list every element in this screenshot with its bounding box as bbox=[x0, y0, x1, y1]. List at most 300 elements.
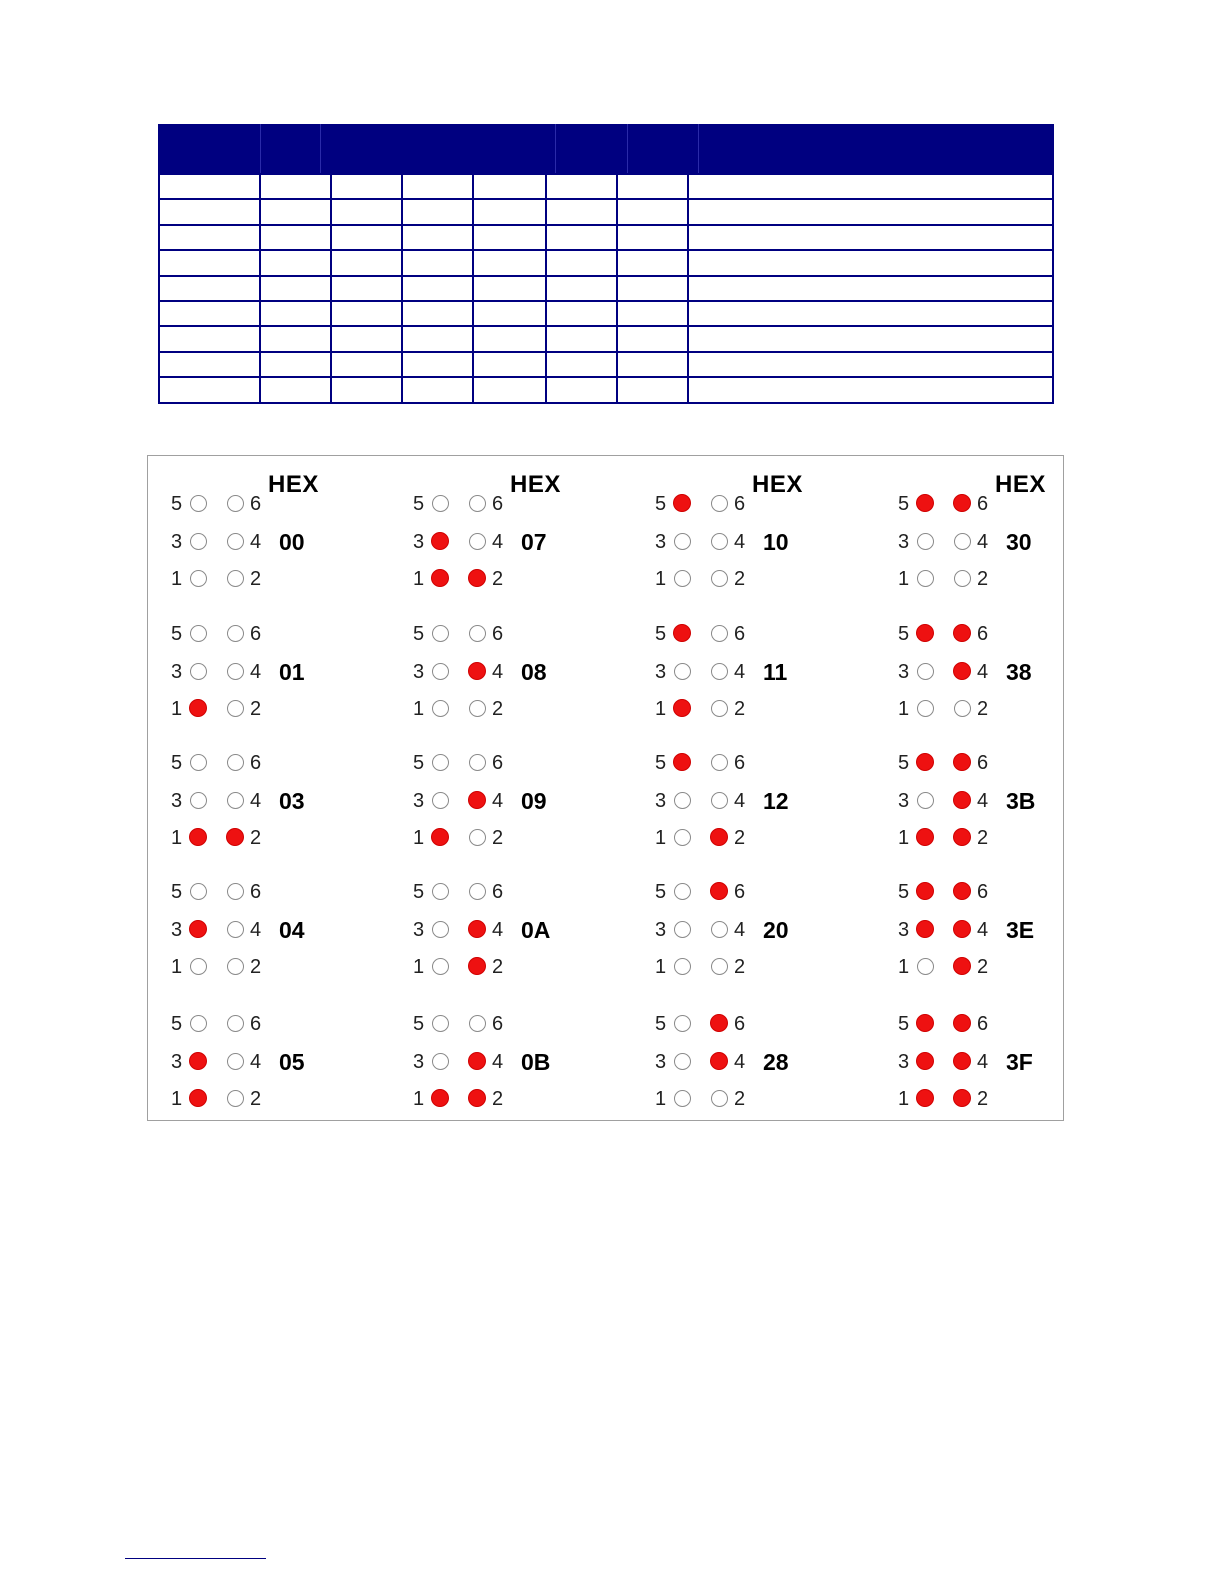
table-cell bbox=[618, 277, 687, 301]
dot-number-label: 1 bbox=[413, 568, 425, 590]
table-cell bbox=[261, 277, 330, 301]
hex-value: 07 bbox=[521, 529, 547, 555]
raised-dot-icon bbox=[710, 1052, 728, 1070]
empty-dot-icon bbox=[674, 883, 691, 900]
dot-number-label: 3 bbox=[898, 919, 910, 941]
empty-dot-icon bbox=[711, 921, 728, 938]
table-cell bbox=[403, 277, 472, 301]
dot-number-label: 6 bbox=[250, 623, 262, 645]
dot-number-label: 5 bbox=[898, 1013, 910, 1035]
table-cell bbox=[474, 378, 545, 402]
table-cell bbox=[261, 327, 330, 351]
empty-dot-icon bbox=[674, 533, 691, 550]
dot-number-label: 4 bbox=[734, 919, 746, 941]
dot-number-label: 6 bbox=[734, 1013, 746, 1035]
dot-number-label: 5 bbox=[655, 881, 667, 903]
empty-dot-icon bbox=[711, 958, 728, 975]
dot-number-label: 2 bbox=[734, 568, 746, 590]
table-cell bbox=[403, 378, 472, 402]
empty-dot-icon bbox=[954, 570, 971, 587]
empty-dot-icon bbox=[469, 1015, 486, 1032]
footnote-separator bbox=[125, 1558, 266, 1559]
table-cell bbox=[618, 378, 687, 402]
raised-dot-icon bbox=[953, 920, 971, 938]
dot-number-label: 3 bbox=[413, 919, 425, 941]
hex-value: 0A bbox=[521, 917, 551, 943]
raised-dot-icon bbox=[189, 1052, 207, 1070]
dot-number-label: 4 bbox=[492, 661, 504, 683]
raised-dot-icon bbox=[468, 662, 486, 680]
raised-dot-icon bbox=[189, 699, 207, 717]
raised-dot-icon bbox=[953, 882, 971, 900]
empty-dot-icon bbox=[432, 700, 449, 717]
table-cell bbox=[332, 175, 401, 199]
hex-value: 3B bbox=[1006, 788, 1036, 814]
dot-number-label: 3 bbox=[655, 790, 667, 812]
raised-dot-icon bbox=[953, 1089, 971, 1107]
dot-number-label: 2 bbox=[492, 1088, 504, 1110]
raised-dot-icon bbox=[916, 920, 934, 938]
table-cell bbox=[403, 200, 472, 224]
table-cell bbox=[547, 200, 616, 224]
empty-dot-icon bbox=[917, 663, 934, 680]
dot-number-label: 5 bbox=[171, 881, 183, 903]
dot-number-label: 6 bbox=[977, 623, 989, 645]
empty-dot-icon bbox=[674, 958, 691, 975]
dot-number-label: 5 bbox=[898, 881, 910, 903]
hex-value: 38 bbox=[1006, 659, 1032, 685]
dot-number-label: 6 bbox=[250, 752, 262, 774]
dot-number-label: 2 bbox=[250, 827, 262, 849]
table-cell bbox=[261, 175, 330, 199]
raised-dot-icon bbox=[189, 920, 207, 938]
empty-dot-icon bbox=[432, 1053, 449, 1070]
hex-value: 05 bbox=[279, 1049, 305, 1075]
raised-dot-icon bbox=[673, 624, 691, 642]
empty-dot-icon bbox=[674, 829, 691, 846]
dot-number-label: 2 bbox=[492, 956, 504, 978]
table-cell bbox=[618, 226, 687, 250]
column-rule bbox=[1052, 173, 1054, 402]
dot-number-label: 4 bbox=[250, 790, 262, 812]
dot-number-label: 1 bbox=[171, 568, 183, 590]
table-cell bbox=[689, 353, 1052, 377]
dot-number-label: 6 bbox=[977, 493, 989, 515]
dot-number-label: 1 bbox=[413, 1088, 425, 1110]
dot-number-label: 3 bbox=[413, 531, 425, 553]
dot-number-label: 3 bbox=[171, 531, 183, 553]
dot-number-label: 3 bbox=[171, 661, 183, 683]
dot-number-label: 1 bbox=[413, 956, 425, 978]
empty-dot-icon bbox=[432, 754, 449, 771]
dot-number-label: 1 bbox=[898, 956, 910, 978]
empty-dot-icon bbox=[227, 700, 244, 717]
table-cell bbox=[474, 353, 545, 377]
dot-number-label: 1 bbox=[655, 956, 667, 978]
dot-number-label: 5 bbox=[655, 623, 667, 645]
empty-dot-icon bbox=[432, 792, 449, 809]
raised-dot-icon bbox=[953, 957, 971, 975]
dot-number-label: 4 bbox=[734, 790, 746, 812]
table-body bbox=[158, 173, 1054, 402]
empty-dot-icon bbox=[227, 1090, 244, 1107]
empty-dot-icon bbox=[227, 495, 244, 512]
empty-dot-icon bbox=[227, 958, 244, 975]
table-cell bbox=[160, 175, 259, 199]
table-cell bbox=[261, 378, 330, 402]
dot-number-label: 3 bbox=[171, 790, 183, 812]
dot-number-label: 6 bbox=[250, 881, 262, 903]
empty-dot-icon bbox=[711, 1090, 728, 1107]
raised-dot-icon bbox=[468, 920, 486, 938]
dot-number-label: 2 bbox=[734, 827, 746, 849]
empty-dot-icon bbox=[432, 495, 449, 512]
table-cell bbox=[403, 327, 472, 351]
dot-number-label: 5 bbox=[655, 1013, 667, 1035]
dot-number-label: 5 bbox=[171, 1013, 183, 1035]
dot-number-label: 2 bbox=[734, 1088, 746, 1110]
raised-dot-icon bbox=[468, 957, 486, 975]
hex-value: 3F bbox=[1006, 1049, 1033, 1075]
dot-number-label: 1 bbox=[898, 827, 910, 849]
raised-dot-icon bbox=[431, 569, 449, 587]
dot-number-label: 5 bbox=[413, 1013, 425, 1035]
dot-number-label: 4 bbox=[492, 919, 504, 941]
hex-value: 09 bbox=[521, 788, 547, 814]
empty-dot-icon bbox=[711, 495, 728, 512]
table-cell bbox=[332, 200, 401, 224]
empty-dot-icon bbox=[227, 533, 244, 550]
table-cell bbox=[689, 302, 1052, 326]
empty-dot-icon bbox=[227, 625, 244, 642]
dot-number-label: 1 bbox=[655, 568, 667, 590]
raised-dot-icon bbox=[710, 1014, 728, 1032]
dot-number-label: 4 bbox=[250, 1051, 262, 1073]
table-cell bbox=[160, 327, 259, 351]
empty-dot-icon bbox=[227, 1015, 244, 1032]
empty-dot-icon bbox=[674, 1053, 691, 1070]
table-cell bbox=[689, 200, 1052, 224]
dot-number-label: 1 bbox=[898, 568, 910, 590]
empty-dot-icon bbox=[674, 792, 691, 809]
hex-value: 03 bbox=[279, 788, 305, 814]
empty-dot-icon bbox=[227, 792, 244, 809]
dot-number-label: 2 bbox=[492, 698, 504, 720]
empty-dot-icon bbox=[432, 958, 449, 975]
dot-number-label: 2 bbox=[250, 568, 262, 590]
raised-dot-icon bbox=[953, 624, 971, 642]
empty-dot-icon bbox=[469, 829, 486, 846]
empty-dot-icon bbox=[917, 533, 934, 550]
empty-dot-icon bbox=[190, 754, 207, 771]
table-cell bbox=[547, 175, 616, 199]
empty-dot-icon bbox=[190, 495, 207, 512]
empty-dot-icon bbox=[432, 921, 449, 938]
raised-dot-icon bbox=[916, 828, 934, 846]
dot-number-label: 5 bbox=[655, 752, 667, 774]
empty-dot-icon bbox=[954, 700, 971, 717]
dot-number-label: 4 bbox=[492, 1051, 504, 1073]
data-table bbox=[158, 124, 1054, 402]
dot-number-label: 6 bbox=[734, 493, 746, 515]
dot-number-label: 4 bbox=[977, 919, 989, 941]
dot-number-label: 3 bbox=[898, 661, 910, 683]
dot-number-label: 2 bbox=[250, 956, 262, 978]
dot-number-label: 1 bbox=[413, 827, 425, 849]
table-cell bbox=[332, 353, 401, 377]
table-cell bbox=[547, 378, 616, 402]
empty-dot-icon bbox=[711, 625, 728, 642]
empty-dot-icon bbox=[227, 1053, 244, 1070]
raised-dot-icon bbox=[673, 494, 691, 512]
raised-dot-icon bbox=[953, 1052, 971, 1070]
empty-dot-icon bbox=[469, 700, 486, 717]
table-cell bbox=[618, 353, 687, 377]
table-cell bbox=[160, 251, 259, 275]
empty-dot-icon bbox=[190, 958, 207, 975]
hex-heading: HEX bbox=[752, 471, 803, 498]
table-cell bbox=[547, 353, 616, 377]
raised-dot-icon bbox=[189, 1089, 207, 1107]
dot-number-label: 1 bbox=[898, 1088, 910, 1110]
table-cell bbox=[547, 226, 616, 250]
table-cell bbox=[474, 251, 545, 275]
dot-number-label: 4 bbox=[734, 531, 746, 553]
dot-number-label: 2 bbox=[734, 698, 746, 720]
dot-number-label: 3 bbox=[655, 919, 667, 941]
empty-dot-icon bbox=[674, 570, 691, 587]
empty-dot-icon bbox=[674, 1015, 691, 1032]
dot-number-label: 4 bbox=[250, 531, 262, 553]
table-cell bbox=[403, 302, 472, 326]
hex-value: 00 bbox=[279, 529, 305, 555]
raised-dot-icon bbox=[953, 753, 971, 771]
hex-heading: HEX bbox=[995, 471, 1046, 498]
dot-number-label: 1 bbox=[413, 698, 425, 720]
table-cell bbox=[160, 378, 259, 402]
dot-number-label: 5 bbox=[413, 493, 425, 515]
hex-value: 3E bbox=[1006, 917, 1035, 943]
table-cell bbox=[332, 327, 401, 351]
table-cell bbox=[474, 277, 545, 301]
raised-dot-icon bbox=[189, 828, 207, 846]
dot-number-label: 2 bbox=[734, 956, 746, 978]
table-cell bbox=[689, 378, 1052, 402]
table-cell bbox=[332, 277, 401, 301]
empty-dot-icon bbox=[469, 625, 486, 642]
empty-dot-icon bbox=[227, 570, 244, 587]
braille-hex-panel bbox=[147, 455, 1064, 1121]
hex-value: 11 bbox=[763, 659, 788, 685]
table-cell bbox=[403, 353, 472, 377]
empty-dot-icon bbox=[432, 1015, 449, 1032]
dot-number-label: 3 bbox=[171, 919, 183, 941]
empty-dot-icon bbox=[711, 533, 728, 550]
empty-dot-icon bbox=[190, 792, 207, 809]
table-cell bbox=[689, 175, 1052, 199]
empty-dot-icon bbox=[227, 754, 244, 771]
dot-number-label: 6 bbox=[250, 1013, 262, 1035]
dot-number-label: 3 bbox=[655, 531, 667, 553]
hex-value: 01 bbox=[279, 659, 305, 685]
header-separator bbox=[260, 124, 261, 173]
dot-number-label: 2 bbox=[250, 698, 262, 720]
row-rule bbox=[158, 402, 1054, 404]
dot-number-label: 6 bbox=[977, 881, 989, 903]
dot-number-label: 6 bbox=[734, 623, 746, 645]
table-cell bbox=[618, 251, 687, 275]
empty-dot-icon bbox=[190, 883, 207, 900]
dot-number-label: 2 bbox=[492, 568, 504, 590]
dot-number-label: 5 bbox=[413, 881, 425, 903]
empty-dot-icon bbox=[469, 883, 486, 900]
table-cell bbox=[332, 302, 401, 326]
table-cell bbox=[689, 327, 1052, 351]
table-cell bbox=[547, 327, 616, 351]
dot-number-label: 2 bbox=[977, 956, 989, 978]
header-separator bbox=[320, 124, 321, 173]
empty-dot-icon bbox=[674, 663, 691, 680]
table-cell bbox=[547, 251, 616, 275]
empty-dot-icon bbox=[711, 570, 728, 587]
empty-dot-icon bbox=[432, 663, 449, 680]
empty-dot-icon bbox=[917, 570, 934, 587]
dot-number-label: 6 bbox=[492, 881, 504, 903]
dot-number-label: 5 bbox=[171, 623, 183, 645]
raised-dot-icon bbox=[431, 1089, 449, 1107]
raised-dot-icon bbox=[916, 1089, 934, 1107]
hex-value: 30 bbox=[1006, 529, 1032, 555]
dot-number-label: 5 bbox=[655, 493, 667, 515]
dot-number-label: 2 bbox=[977, 1088, 989, 1110]
hex-value: 08 bbox=[521, 659, 547, 685]
empty-dot-icon bbox=[469, 533, 486, 550]
table-cell bbox=[547, 302, 616, 326]
dot-number-label: 3 bbox=[655, 1051, 667, 1073]
dot-number-label: 1 bbox=[171, 1088, 183, 1110]
dot-number-label: 6 bbox=[250, 493, 262, 515]
empty-dot-icon bbox=[227, 921, 244, 938]
table-cell bbox=[474, 200, 545, 224]
hex-value: 10 bbox=[763, 529, 789, 555]
table-cell bbox=[403, 175, 472, 199]
header-separator bbox=[627, 124, 628, 173]
empty-dot-icon bbox=[711, 792, 728, 809]
raised-dot-icon bbox=[916, 624, 934, 642]
empty-dot-icon bbox=[227, 883, 244, 900]
table-cell bbox=[332, 251, 401, 275]
table-cell bbox=[160, 302, 259, 326]
dot-number-label: 3 bbox=[655, 661, 667, 683]
hex-value: 0B bbox=[521, 1049, 551, 1075]
empty-dot-icon bbox=[432, 625, 449, 642]
table-cell bbox=[474, 327, 545, 351]
dot-number-label: 4 bbox=[734, 661, 746, 683]
hex-heading: HEX bbox=[268, 471, 319, 498]
dot-number-label: 5 bbox=[898, 493, 910, 515]
raised-dot-icon bbox=[916, 753, 934, 771]
dot-number-label: 5 bbox=[171, 752, 183, 774]
dot-number-label: 1 bbox=[655, 827, 667, 849]
raised-dot-icon bbox=[953, 662, 971, 680]
dot-number-label: 1 bbox=[171, 956, 183, 978]
raised-dot-icon bbox=[916, 1014, 934, 1032]
dot-number-label: 4 bbox=[492, 531, 504, 553]
dot-number-label: 3 bbox=[898, 1051, 910, 1073]
table-cell bbox=[689, 251, 1052, 275]
table-cell bbox=[261, 302, 330, 326]
dot-number-label: 5 bbox=[413, 752, 425, 774]
table-cell bbox=[261, 251, 330, 275]
empty-dot-icon bbox=[711, 754, 728, 771]
table-cell bbox=[261, 200, 330, 224]
empty-dot-icon bbox=[917, 792, 934, 809]
dot-number-label: 3 bbox=[413, 790, 425, 812]
empty-dot-icon bbox=[469, 495, 486, 512]
raised-dot-icon bbox=[953, 791, 971, 809]
table-cell bbox=[474, 226, 545, 250]
table-cell bbox=[261, 226, 330, 250]
dot-number-label: 6 bbox=[734, 752, 746, 774]
header-separator bbox=[698, 124, 699, 173]
empty-dot-icon bbox=[190, 625, 207, 642]
raised-dot-icon bbox=[468, 1052, 486, 1070]
dot-number-label: 6 bbox=[977, 752, 989, 774]
dot-number-label: 4 bbox=[734, 1051, 746, 1073]
dot-number-label: 6 bbox=[492, 1013, 504, 1035]
raised-dot-icon bbox=[916, 494, 934, 512]
empty-dot-icon bbox=[469, 754, 486, 771]
empty-dot-icon bbox=[711, 663, 728, 680]
empty-dot-icon bbox=[190, 533, 207, 550]
dot-number-label: 1 bbox=[171, 827, 183, 849]
dot-number-label: 6 bbox=[734, 881, 746, 903]
table-cell bbox=[160, 200, 259, 224]
table-cell bbox=[618, 175, 687, 199]
empty-dot-icon bbox=[190, 663, 207, 680]
empty-dot-icon bbox=[954, 533, 971, 550]
dot-number-label: 1 bbox=[898, 698, 910, 720]
empty-dot-icon bbox=[190, 570, 207, 587]
dot-number-label: 3 bbox=[898, 790, 910, 812]
table-header bbox=[158, 124, 1054, 173]
dot-number-label: 5 bbox=[171, 493, 183, 515]
hex-value: 04 bbox=[279, 917, 305, 943]
empty-dot-icon bbox=[190, 1015, 207, 1032]
dot-number-label: 4 bbox=[977, 531, 989, 553]
dot-number-label: 3 bbox=[171, 1051, 183, 1073]
raised-dot-icon bbox=[468, 569, 486, 587]
dot-number-label: 2 bbox=[492, 827, 504, 849]
table-cell bbox=[332, 226, 401, 250]
dot-number-label: 1 bbox=[171, 698, 183, 720]
table-cell bbox=[160, 226, 259, 250]
empty-dot-icon bbox=[674, 921, 691, 938]
empty-dot-icon bbox=[227, 663, 244, 680]
dot-number-label: 4 bbox=[250, 661, 262, 683]
raised-dot-icon bbox=[710, 828, 728, 846]
table-cell bbox=[474, 175, 545, 199]
table-cell bbox=[689, 277, 1052, 301]
dot-number-label: 4 bbox=[977, 790, 989, 812]
table-cell bbox=[160, 353, 259, 377]
hex-value: 12 bbox=[763, 788, 789, 814]
empty-dot-icon bbox=[917, 958, 934, 975]
raised-dot-icon bbox=[673, 699, 691, 717]
dot-number-label: 1 bbox=[655, 1088, 667, 1110]
dot-number-label: 6 bbox=[977, 1013, 989, 1035]
empty-dot-icon bbox=[674, 1090, 691, 1107]
